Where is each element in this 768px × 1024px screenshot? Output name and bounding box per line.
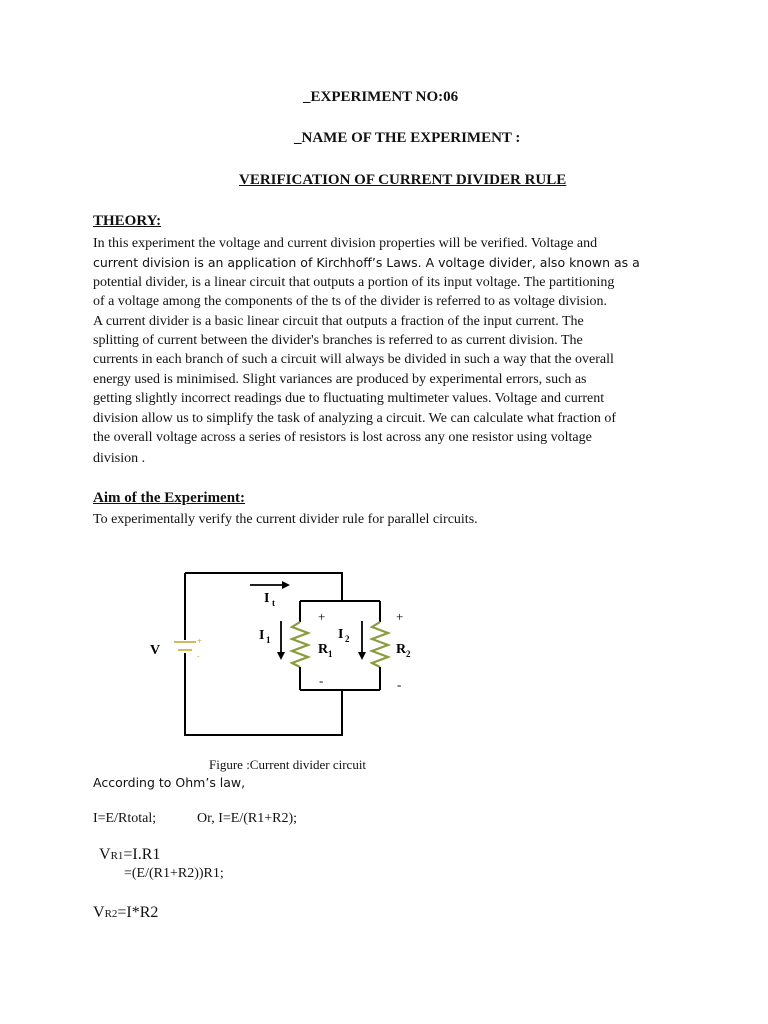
aim-heading: Aim of the Experiment: [93, 490, 246, 506]
r2-minus-sign: - [397, 677, 402, 692]
theory-line: the overall voltage across a series of resistors is lost across any one resistor using voltage [93, 430, 592, 446]
experiment-name-label: _NAME OF THE EXPERIMENT : [294, 130, 521, 146]
ohm-law-intro: According to Ohm’s law, [93, 775, 246, 790]
theory-line: currents in each branch of such a circuit will always be divided in such a way that the overall [93, 352, 614, 368]
wire-left-lower [185, 653, 342, 735]
theory-line: splitting of current between the divider's branches is referred to as current division. The [93, 333, 583, 349]
r2-label: R [396, 642, 407, 657]
svg-text:-: - [197, 652, 200, 661]
current-divider-circuit [140, 565, 440, 745]
r1-label: R [318, 642, 329, 657]
theory-line: In this experiment the voltage and current division properties will be verified. Voltage and [93, 236, 598, 251]
theory-line: A current divider is a basic linear circuit that outputs a fraction of the input current. The [93, 313, 584, 329]
experiment-number: _EXPERIMENT NO:06 [303, 89, 459, 105]
r2-plus-sign: + [396, 609, 404, 624]
theory-line: of a voltage among the components of the ts of the divider is referred to as voltage division. [93, 294, 607, 310]
r1-plus-sign: + [318, 609, 326, 624]
aim-text: To experimentally verify the current divider rule for parallel circuits. [93, 512, 478, 527]
resistor-r1-icon [292, 622, 308, 667]
svg-text:1: 1 [266, 635, 271, 645]
i1-label: I [259, 628, 265, 643]
equation-total-current-alt: Or, I=E/(R1+R2); [197, 811, 297, 826]
equation-total-current: I=E/Rtotal; [93, 811, 157, 826]
source-label: V [150, 643, 161, 658]
battery-icon [174, 636, 202, 661]
equation-vr1: VR1=I.R1 [99, 846, 161, 863]
theory-line: getting slightly incorrect readings due to fluctuating multimeter values. Voltage and current [93, 391, 605, 407]
svg-text:+: + [197, 636, 203, 646]
theory-line: division allow us to simplify the task of analyzing a circuit. We can calculate what fraction of [93, 410, 617, 426]
theory-heading: THEORY: [93, 213, 162, 229]
svg-text:2: 2 [406, 649, 411, 659]
theory-line: division . [93, 451, 146, 467]
i2-label: I [338, 627, 344, 642]
r1-minus-sign: - [319, 673, 324, 688]
theory-paragraph [93, 234, 640, 469]
resistor-r2-icon [372, 622, 388, 667]
svg-text:t: t [272, 598, 275, 608]
equation-vr1-expanded: =(E/(R1+R2))R1; [124, 866, 224, 881]
theory-line: current division is an application of Kirchhoff’s Laws. A voltage divider, also known as a [93, 255, 640, 271]
figure-caption: Figure :Current divider circuit [209, 757, 367, 772]
equation-vr2: VR2=I*R2 [93, 904, 159, 921]
theory-line: energy used is minimised. Slight variances are produced by experimental errors, such as [93, 371, 587, 387]
theory-line: potential divider, is a linear circuit that outputs a portion of its input voltage. The partitioning [93, 274, 615, 290]
total-current-label: I [264, 591, 270, 606]
svg-text:2: 2 [345, 634, 350, 644]
experiment-title: VERIFICATION OF CURRENT DIVIDER RULE [239, 172, 567, 188]
svg-text:1: 1 [328, 649, 333, 659]
